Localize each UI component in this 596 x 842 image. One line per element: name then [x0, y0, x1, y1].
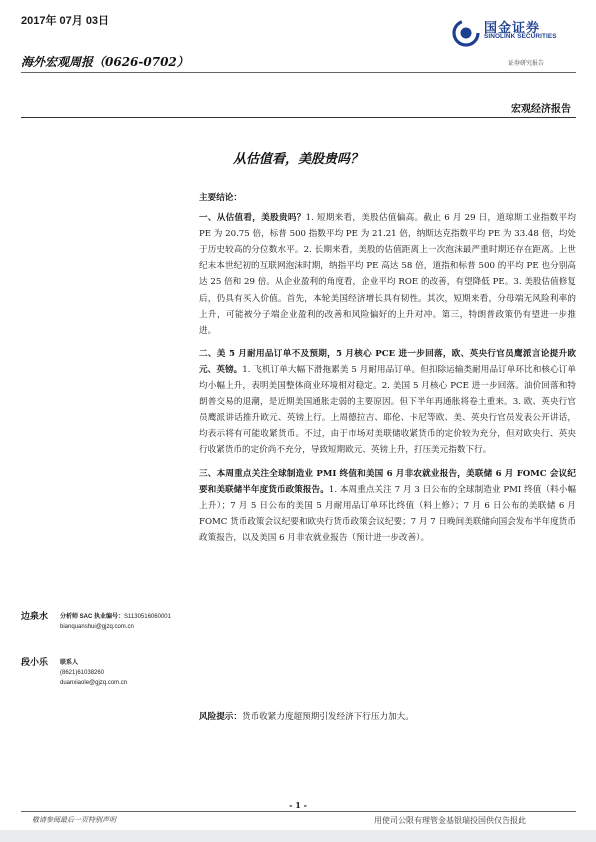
header-divider — [21, 72, 576, 73]
watermark-band — [0, 830, 596, 842]
analyst-role: 分析师 SAC 执业编号： — [60, 614, 125, 620]
conclusion-paragraph-2 — [199, 346, 576, 459]
footer-disclaimer: 敬请参阅最后一页特别声明 — [32, 816, 116, 824]
conclusion-lead-1: 一、从估值看，美股贵吗？ — [199, 213, 306, 224]
conclusion-body-3: 1. 本周重点关注 7 月 3 日公布的全球制造业 PMI 终值（料小幅上升）；7 月 5 日公布的美国 5 月耐用品订单环比终值（料上修）；7 月 6 日公布的美联储 6 月 FOMC 货币政策会议纪要和欧央行货币政策会议纪要；7 月 7 日晚间美联储向国会发布半年度货币政策报告，以及美国 6 月非农就业报告（预计进一步改善）。 — [199, 484, 576, 543]
analyst-name: 边泉水 — [21, 612, 49, 622]
sinolink-logo-icon — [452, 19, 480, 47]
risk-warning — [199, 709, 576, 725]
analyst-details — [60, 658, 127, 688]
logo-name-en: SINOLINK SECURITIES — [484, 33, 557, 40]
conclusion-lead-3: 三、本周重点关注全球制造业 PMI 终值和美国 6 月非农就业报告，美联储 6 月 FOMC 会议纪要和美联储半年度货币政策报告。 — [199, 468, 576, 495]
conclusion-lead-2: 二、美 5 月耐用品订单不及预期，5 月核心 PCE 进一步回落，欧、英央行官员鹰派言论提升欧元、英镑。 — [199, 348, 576, 375]
page-number: - 1 - — [289, 800, 307, 810]
risk-text: 货币收紧力度超预期引发经济下行压力加大。 — [241, 712, 414, 722]
analyst-card — [21, 658, 191, 704]
footer-usage-note: 用使司公限有理管金基银瑞投国供仅告报此 — [374, 816, 526, 825]
company-logo — [452, 14, 572, 67]
footer-divider — [21, 811, 576, 812]
analyst-sac-id: S1130516060001 — [124, 614, 171, 620]
conclusion-paragraph-1 — [199, 210, 576, 339]
conclusion-paragraph-3 — [199, 466, 576, 546]
summary-title: 主要结论： — [199, 193, 242, 203]
analyst-email[interactable]: duanxiaole@gjzq.com.cn — [60, 680, 128, 686]
analyst-phone: (8621)61038260 — [60, 670, 105, 676]
analyst-email[interactable]: bianquanshui@gjzq.com.cn — [60, 624, 134, 630]
analyst-panel — [21, 612, 191, 704]
analyst-role: 联系人 — [60, 660, 79, 666]
report-category: 宏观经济报告 — [511, 104, 571, 115]
logo-name-cn: 国金证券 — [484, 20, 541, 35]
main-conclusions — [199, 190, 576, 553]
report-title: 海外宏观周报（0626-0702） — [21, 55, 189, 69]
conclusion-body-2: 1. 飞机订单大幅下滑拖累美 5 月耐用品订单。但扣除运输类耐用品订单环比和核心订单均小幅上升，表明美国整体商业环境相对稳定。2. 美国 5 月核心 PCE 进一步回落。油价回落和特朗普交易的退潮，是近期美国通胀走弱的主要原因。但下半年再通胀将卷土重来。3. 欧、英央行官员鹰派讲话推升欧元、英镑上行。上周德拉吉、耶伦、卡尼等欧、美、英央行官员发表公开讲话，均表示将有可能收紧货币。不过，由于市场对美联储收紧货币的定价较为充分，但对欧央行、英央行收紧货币的定价尚不充分，导致短期欧元、英镑上升，打压美元指数下行。 — [199, 364, 576, 456]
headline: 从估值看，美股贵吗？ — [232, 152, 363, 167]
analyst-details — [60, 612, 171, 632]
analyst-card — [21, 612, 191, 658]
category-divider — [21, 117, 576, 118]
analyst-name: 段小乐 — [21, 658, 49, 668]
risk-label: 风险提示： — [199, 712, 242, 722]
logo-subtitle: 证券研究报告 — [508, 60, 545, 67]
report-date: 2017年 07月 03日 — [21, 15, 110, 27]
conclusion-body-1: 1. 短期来看，美股估值偏高。截止 6 月 29 日，道琼斯工业指数平均 PE 为 20.75 倍，标普 500 指数平均 PE 为 21.21 倍，纳斯达克指数平均 PE 为 33.48 倍，均处于历史较高的分位数水平。2. 长期来看，美股的估值距离上一次泡沫最严重时期还存在距离。上世纪末本世纪初的互联网泡沫时期，纳指平均 PE 高达 58 倍，道指和标普 500 的平均 PE 也分别高达 25 倍和 29 倍。从企业盈利的角度看，企业平均 ROE 的改善，有望降低 PE。3. 美股估值修复后，仍具有买入价值。首先，本轮美国经济增长具有韧性。其次，短期来看，分母端无风险利率的上升，可能被分子端企业盈利的改善和风险偏好的上升对冲。第三，特朗普政策仍有望进一步推进。 — [199, 213, 576, 336]
